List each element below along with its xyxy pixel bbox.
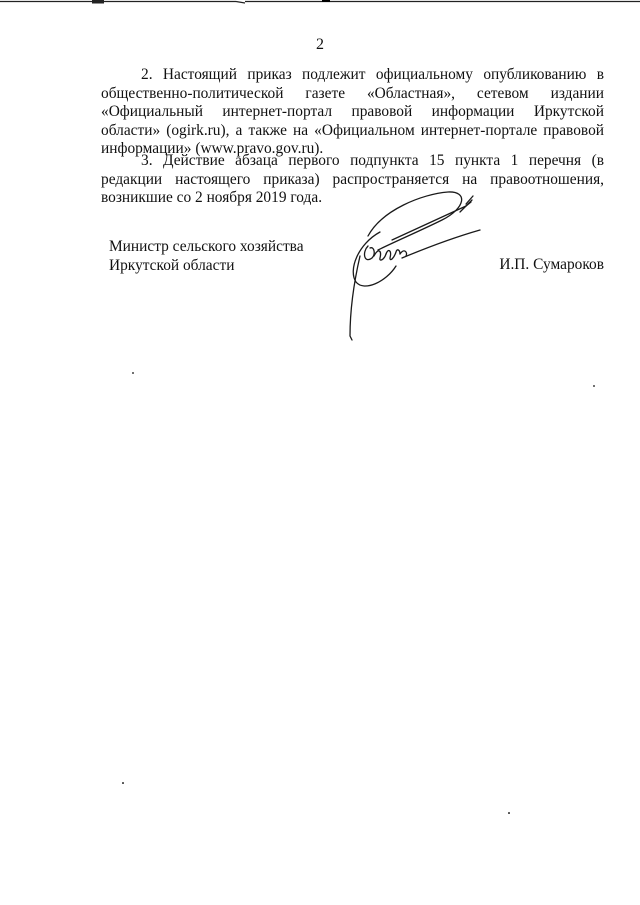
signatory-position-line1: Министр сельского хозяйства — [109, 238, 304, 255]
handwritten-signature — [330, 186, 490, 342]
paragraph-publication: 2. Настоящий приказ подлежит официальному опубликованию в общественно-политической газете «Областная», сетевом издании «Официальный интернет-портал правовой информации Иркутской области» (ogirk.ru), а также на «Официальном интернет-портале правовой информации» (www.pravo.gov.ru). — [101, 66, 604, 157]
scan-speck — [132, 372, 134, 374]
scan-speck — [508, 812, 510, 814]
scan-speck — [593, 385, 595, 387]
paragraph-effective-date: 3. Действие абзаца первого подпункта 15 пункта 1 перечня (в редакции настоящего приказа) распространяется на правоотношения, возникшие со 2 ноября 2019 года. — [101, 152, 604, 206]
page-number: 2 — [316, 36, 324, 53]
signer-name: И.П. Сумароков — [499, 256, 604, 273]
signatory-position-line2: Иркутской области — [109, 256, 235, 274]
signatory-position — [109, 238, 304, 275]
scan-top-edge — [0, 0, 640, 6]
scan-speck — [122, 782, 124, 784]
